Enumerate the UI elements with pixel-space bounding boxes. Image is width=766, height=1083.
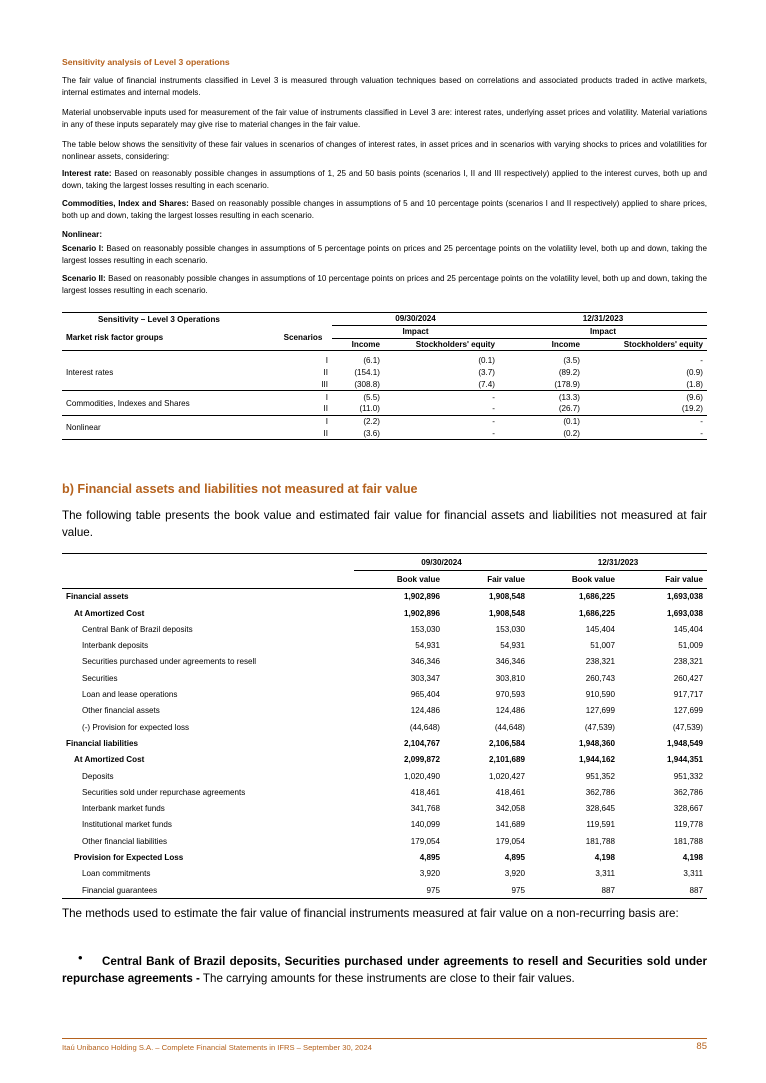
value-cell: 362,786 bbox=[585, 787, 615, 797]
value-cell: 887 bbox=[689, 885, 703, 895]
value-cell: 341,768 bbox=[410, 804, 440, 814]
table-row bbox=[62, 415, 707, 427]
scenario2-label: Scenario II: bbox=[62, 274, 106, 283]
sens-impact-2024: Impact bbox=[332, 325, 499, 338]
value-cell: - bbox=[492, 392, 495, 402]
row-label: Financial liabilities bbox=[66, 738, 138, 748]
value-cell: 3,311 bbox=[595, 869, 615, 879]
bullet-bold-text: Central Bank of Brazil deposits, Securities purchased under agreements to resell and Securities sold under repurchase agreements - bbox=[62, 955, 707, 985]
row-label: Financial guarantees bbox=[82, 885, 158, 895]
value-cell: 970,593 bbox=[495, 690, 525, 700]
value-cell: 1,693,038 bbox=[666, 592, 703, 602]
sens-group-label: Commodities, Indexes and Shares bbox=[66, 398, 190, 408]
scenario-cell: II bbox=[323, 404, 328, 414]
interest-text: Based on reasonably possible changes in assumptions of 1, 25 and 50 basis points (scenarios I, II and III respectively) applied to the interest curves, both up and down, taking the largest losses resulting in each scenario. bbox=[62, 169, 707, 190]
scenario-cell: II bbox=[323, 368, 328, 378]
sens-date-2023: 12/31/2023 bbox=[499, 313, 707, 326]
value-cell: (0.1) bbox=[563, 417, 580, 427]
table-row bbox=[62, 800, 707, 816]
value-cell: 1,686,225 bbox=[578, 592, 615, 602]
value-cell: (308.8) bbox=[354, 379, 380, 389]
bullet-icon: • bbox=[78, 950, 83, 965]
table-row bbox=[62, 849, 707, 865]
value-cell: 975 bbox=[511, 885, 525, 895]
scenario1-text: Based on reasonably possible changes in assumptions of 5 percentage points on prices and 25 percentage points on the volatility level, both up and down, taking the largest losses resulting in each scenario. bbox=[62, 244, 707, 265]
value-cell: (3.5) bbox=[563, 356, 580, 366]
fair-value-table-body bbox=[62, 588, 707, 899]
table-row bbox=[62, 605, 707, 621]
table-row bbox=[62, 588, 707, 605]
scenario-cell: I bbox=[325, 356, 328, 366]
value-cell: 917,717 bbox=[673, 690, 703, 700]
sensitivity-table bbox=[62, 312, 707, 440]
table-row bbox=[62, 833, 707, 849]
row-label: Loan and lease operations bbox=[82, 690, 178, 700]
table-row bbox=[62, 752, 707, 768]
value-cell: 1,944,351 bbox=[666, 755, 703, 765]
value-cell: 1,686,225 bbox=[578, 608, 615, 618]
value-cell: 328,645 bbox=[585, 804, 615, 814]
value-cell: (1.8) bbox=[686, 379, 703, 389]
value-cell: (44,648) bbox=[409, 722, 440, 732]
value-cell: 145,404 bbox=[673, 624, 703, 634]
value-cell: 181,788 bbox=[673, 836, 703, 846]
value-cell: 346,346 bbox=[410, 657, 440, 667]
scenario2-text: Based on reasonably possible changes in assumptions of 10 percentage points on prices and 25 percentage points on the volatility level, both up and down, taking the largest losses resulting in each scenario. bbox=[62, 274, 707, 295]
row-label: Other financial liabilities bbox=[82, 836, 168, 846]
table-row bbox=[62, 784, 707, 800]
value-cell: 1,948,549 bbox=[666, 738, 703, 748]
table-row bbox=[62, 637, 707, 653]
value-cell: - bbox=[492, 404, 495, 414]
scenario-cell: I bbox=[325, 392, 328, 402]
scenario-cell: I bbox=[325, 417, 328, 427]
value-cell: 975 bbox=[426, 885, 440, 895]
value-cell: (2.2) bbox=[363, 417, 380, 427]
row-label: (-) Provision for expected loss bbox=[82, 722, 190, 732]
row-label: Interbank deposits bbox=[82, 641, 149, 651]
value-cell: 3,920 bbox=[419, 869, 440, 879]
row-label: Central Bank of Brazil deposits bbox=[82, 624, 193, 634]
value-cell: 238,321 bbox=[585, 657, 615, 667]
row-label: Financial assets bbox=[66, 592, 129, 602]
fv-date-2023: 12/31/2023 bbox=[529, 554, 707, 571]
value-cell: (13.3) bbox=[558, 392, 580, 402]
value-cell: 51,007 bbox=[590, 641, 615, 651]
value-cell: 1,908,548 bbox=[488, 608, 525, 618]
scenario-cell: III bbox=[321, 379, 328, 389]
value-cell: 951,352 bbox=[585, 771, 615, 781]
value-cell: 181,788 bbox=[585, 836, 615, 846]
value-cell: 1,020,427 bbox=[488, 771, 525, 781]
value-cell: 127,699 bbox=[585, 706, 615, 716]
value-cell: 418,461 bbox=[495, 787, 525, 797]
paragraph-scenario-2 bbox=[62, 273, 707, 296]
value-cell: 887 bbox=[601, 885, 615, 895]
sens-group-label: Nonlinear bbox=[66, 423, 101, 433]
paragraph-level3-intro: The fair value of financial instruments classified in Level 3 is measured through valuation techniques based on correlations and associated products traded in active markets, internal estimates and internal models. bbox=[62, 76, 707, 97]
value-cell: 2,101,689 bbox=[488, 755, 525, 765]
value-cell: 179,054 bbox=[410, 836, 440, 846]
value-cell: 54,931 bbox=[415, 641, 440, 651]
page-number: 85 bbox=[696, 1041, 707, 1052]
value-cell: - bbox=[700, 417, 703, 427]
table-row bbox=[62, 735, 707, 751]
value-cell: 153,030 bbox=[495, 624, 525, 634]
value-cell: - bbox=[700, 429, 703, 439]
value-cell: 951,332 bbox=[673, 771, 703, 781]
value-cell: 328,667 bbox=[673, 804, 703, 814]
scenario1-label: Scenario I: bbox=[62, 244, 104, 253]
value-cell: - bbox=[492, 417, 495, 427]
value-cell: 260,743 bbox=[585, 673, 615, 683]
scenario-cell: II bbox=[323, 429, 328, 439]
sens-equity-2023: Stockholders' equity bbox=[623, 339, 703, 349]
value-cell: 303,810 bbox=[495, 673, 525, 683]
table-row bbox=[62, 391, 707, 403]
row-label: Loan commitments bbox=[82, 869, 151, 879]
value-cell: 141,689 bbox=[495, 820, 525, 830]
table-row bbox=[62, 768, 707, 784]
value-cell: 140,099 bbox=[410, 820, 440, 830]
interest-label: Interest rate: bbox=[62, 169, 112, 178]
paragraph-nonlinear bbox=[62, 229, 707, 241]
value-cell: (7.4) bbox=[478, 379, 495, 389]
value-cell: 1,944,162 bbox=[578, 755, 615, 765]
value-cell: - bbox=[700, 356, 703, 366]
section-title: Sensitivity analysis of Level 3 operations bbox=[62, 57, 230, 67]
commod-text: Based on reasonably possible changes in assumptions of 5 and 10 percentage points (scenarios I and II respectively) applied to share prices, both up and down, taking the largest losses resulting in each scenario. bbox=[62, 199, 708, 220]
value-cell: 2,104,767 bbox=[403, 738, 440, 748]
value-cell: 54,931 bbox=[500, 641, 525, 651]
row-label: At Amortized Cost bbox=[74, 755, 145, 765]
table-row bbox=[62, 355, 707, 367]
value-cell: (47,539) bbox=[672, 722, 703, 732]
bullet-text: The carrying amounts for these instruments are close to their fair values. bbox=[199, 972, 575, 985]
value-cell: 4,198 bbox=[594, 852, 615, 862]
value-cell: (154.1) bbox=[354, 368, 380, 378]
value-cell: 179,054 bbox=[495, 836, 525, 846]
row-label: Institutional market funds bbox=[82, 820, 172, 830]
table-row bbox=[62, 621, 707, 637]
value-cell: 342,058 bbox=[495, 804, 525, 814]
value-cell: (44,648) bbox=[494, 722, 525, 732]
table-row bbox=[62, 686, 707, 702]
value-cell: 1,902,896 bbox=[403, 592, 440, 602]
fair-value-table bbox=[62, 553, 707, 899]
fv-book-value-2023: Book value bbox=[571, 574, 615, 584]
sens-income-2023: Income bbox=[551, 339, 580, 349]
sens-group-label: Interest rates bbox=[66, 368, 114, 378]
value-cell: 4,198 bbox=[682, 852, 703, 862]
fv-fair-value-2024: Fair value bbox=[487, 574, 525, 584]
value-cell: 119,778 bbox=[674, 820, 703, 830]
bullet-paragraph bbox=[62, 953, 707, 987]
sens-scenarios-header: Scenarios bbox=[283, 333, 323, 343]
row-label: At Amortized Cost bbox=[74, 608, 145, 618]
sens-equity-2024: Stockholders' equity bbox=[415, 339, 495, 349]
row-label: Securities purchased under agreements to resell bbox=[82, 657, 257, 667]
value-cell: 51,009 bbox=[678, 641, 703, 651]
value-cell: 1,948,360 bbox=[578, 738, 615, 748]
fv-date-2024: 09/30/2024 bbox=[354, 554, 529, 571]
methods-paragraph: The methods used to estimate the fair value of financial instruments measured at fair value on a non-recurring basis are: bbox=[62, 907, 679, 920]
fv-book-value-2024: Book value bbox=[396, 574, 440, 584]
row-label: Other financial assets bbox=[82, 706, 160, 716]
value-cell: (89.2) bbox=[558, 368, 580, 378]
row-label: Provision for Expected Loss bbox=[74, 852, 184, 862]
value-cell: 124,486 bbox=[495, 706, 525, 716]
value-cell: 145,404 bbox=[585, 624, 615, 634]
value-cell: 2,106,584 bbox=[488, 738, 525, 748]
fv-fair-value-2023: Fair value bbox=[665, 574, 703, 584]
value-cell: 124,486 bbox=[410, 706, 440, 716]
value-cell: 3,920 bbox=[504, 869, 525, 879]
paragraph-table-intro: The table below shows the sensitivity of these fair values in scenarios of changes of interest rates, in asset prices and in scenarios with varying shocks to prices and volatilities for nonlinear assets, considering: bbox=[62, 140, 707, 161]
table-row bbox=[62, 670, 707, 686]
value-cell: 1,902,896 bbox=[403, 608, 440, 618]
value-cell: 362,786 bbox=[673, 787, 703, 797]
table-row bbox=[62, 654, 707, 670]
value-cell: 238,321 bbox=[673, 657, 703, 667]
row-label: Interbank market funds bbox=[82, 804, 165, 814]
nonlinear-label: Nonlinear: bbox=[62, 230, 103, 239]
paragraph-interest-rate bbox=[62, 168, 707, 191]
footer-text: Itaú Unibanco Holding S.A. – Complete Financial Statements in IFRS – September 30, 2024 bbox=[62, 1043, 372, 1052]
paragraph-scenario-1 bbox=[62, 243, 707, 266]
value-cell: 3,311 bbox=[683, 869, 703, 879]
table-row bbox=[62, 882, 707, 899]
value-cell: (6.1) bbox=[363, 356, 380, 366]
value-cell: 346,346 bbox=[495, 657, 525, 667]
value-cell: 1,020,490 bbox=[403, 771, 440, 781]
table-row bbox=[62, 703, 707, 719]
value-cell: 4,895 bbox=[419, 852, 440, 862]
table-row bbox=[62, 719, 707, 735]
value-cell: (5.5) bbox=[363, 392, 380, 402]
paragraph-unobservable-inputs: Material unobservable inputs used for measurement of the fair value of instruments classified in Level 3 are: interest rates, underlying asset prices and volatility. Material variations in any of these inputs separately may give rise to material changes in the fair value. bbox=[62, 108, 707, 129]
row-label: Securities sold under repurchase agreements bbox=[82, 787, 246, 797]
paragraph-commodities bbox=[62, 198, 707, 221]
section-b-title: b) Financial assets and liabilities not measured at fair value bbox=[62, 482, 418, 496]
value-cell: 260,427 bbox=[673, 673, 703, 683]
value-cell: (178.9) bbox=[554, 379, 580, 389]
value-cell: (26.7) bbox=[558, 404, 580, 414]
value-cell: 4,895 bbox=[504, 852, 525, 862]
row-label: Deposits bbox=[82, 771, 114, 781]
table-row bbox=[62, 817, 707, 833]
value-cell: 127,699 bbox=[673, 706, 703, 716]
value-cell: - bbox=[492, 429, 495, 439]
value-cell: 2,099,872 bbox=[403, 755, 440, 765]
footer-rule bbox=[62, 1038, 707, 1039]
value-cell: (0.9) bbox=[686, 368, 703, 378]
value-cell: (0.1) bbox=[478, 356, 495, 366]
sens-table-title: Sensitivity – Level 3 Operations bbox=[98, 314, 220, 324]
value-cell: 1,908,548 bbox=[488, 592, 525, 602]
value-cell: 119,591 bbox=[586, 820, 615, 830]
row-label: Securities bbox=[82, 673, 118, 683]
value-cell: (11.0) bbox=[359, 404, 380, 414]
commod-label: Commodities, Index and Shares: bbox=[62, 199, 189, 208]
sens-impact-2023: Impact bbox=[499, 325, 707, 338]
value-cell: 965,404 bbox=[410, 690, 440, 700]
value-cell: (19.2) bbox=[681, 404, 703, 414]
value-cell: 910,590 bbox=[585, 690, 615, 700]
value-cell: 418,461 bbox=[410, 787, 440, 797]
sens-group-header: Market risk factor groups bbox=[66, 333, 164, 343]
value-cell: (47,539) bbox=[584, 722, 615, 732]
value-cell: (3.7) bbox=[478, 368, 495, 378]
value-cell: 153,030 bbox=[410, 624, 440, 634]
value-cell: (0.2) bbox=[563, 429, 580, 439]
value-cell: (3.6) bbox=[363, 429, 380, 439]
sens-date-2024: 09/30/2024 bbox=[332, 313, 499, 326]
value-cell: (9.6) bbox=[686, 392, 703, 402]
section-b-paragraph: The following table presents the book value and estimated fair value for financial assets and liabilities not measured at fair value. bbox=[62, 509, 707, 539]
table-row bbox=[62, 866, 707, 882]
value-cell: 1,693,038 bbox=[666, 608, 703, 618]
value-cell: 303,347 bbox=[410, 673, 440, 683]
sens-income-2024: Income bbox=[351, 339, 380, 349]
